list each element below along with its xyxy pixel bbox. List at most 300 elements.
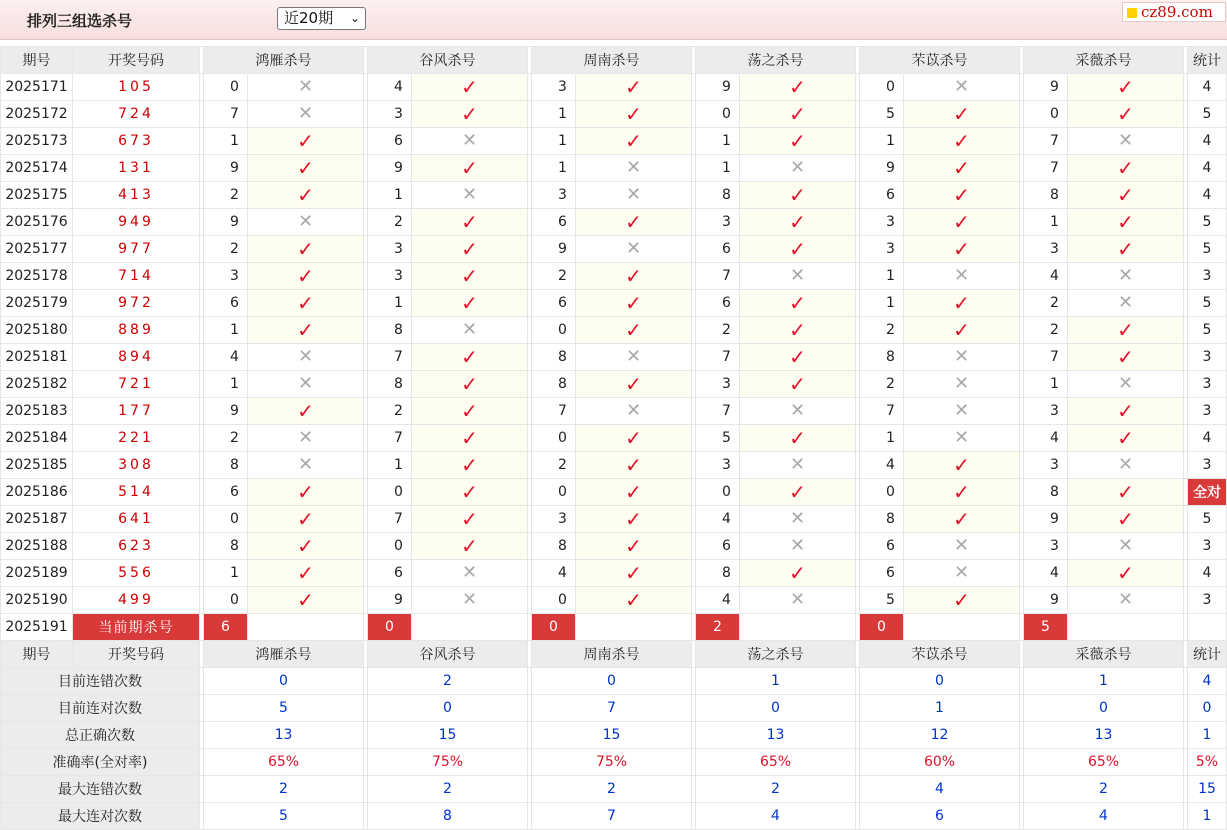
result-cell: [576, 587, 692, 614]
result-cell: [740, 533, 856, 560]
table-row: [1, 533, 1227, 560]
result-cell: [576, 425, 692, 452]
kill-number-cell: 9: [860, 155, 904, 182]
table-row: [1, 344, 1227, 371]
result-cell: [1068, 452, 1184, 479]
result-cell: [576, 398, 692, 425]
summary-value: 0: [1024, 695, 1184, 722]
brand-logo[interactable]: [1122, 2, 1226, 22]
empty-cell: [740, 614, 856, 641]
kill-number-cell: 9: [1024, 506, 1068, 533]
check-icon: ✓: [789, 128, 806, 153]
open-number-cell: 131: [73, 155, 200, 182]
kill-number-cell: 1: [860, 263, 904, 290]
summary-value: 15: [368, 722, 528, 749]
cross-icon: ✕: [789, 265, 806, 286]
kill-number-cell: 8: [368, 371, 412, 398]
kill-number-cell: 7: [368, 425, 412, 452]
table-row: [1, 209, 1227, 236]
table-row: [1, 560, 1227, 587]
check-icon: ✓: [789, 182, 806, 207]
summary-value: 4: [1024, 803, 1184, 830]
open-number-cell: 894: [73, 344, 200, 371]
kill-number-cell: 3: [532, 182, 576, 209]
table-row: [1, 452, 1227, 479]
check-icon: ✓: [1117, 317, 1134, 342]
summary-label: 最大连对次数: [1, 803, 200, 830]
check-icon: ✓: [1117, 506, 1134, 531]
check-icon: ✓: [1117, 101, 1134, 126]
result-cell: [412, 74, 528, 101]
kill-number-cell: 3: [696, 371, 740, 398]
cross-icon: ✕: [1117, 589, 1134, 610]
kill-number-cell: 0: [696, 101, 740, 128]
result-cell: [740, 263, 856, 290]
kill-number-cell: 1: [860, 290, 904, 317]
check-icon: ✓: [625, 506, 642, 531]
table-row: [1, 236, 1227, 263]
result-cell: [1068, 128, 1184, 155]
result-cell: [904, 236, 1020, 263]
kill-number-cell: 2: [1024, 290, 1068, 317]
current-issue-cell: 2025191: [1, 614, 73, 641]
kill-number-cell: 2: [368, 209, 412, 236]
check-icon: ✓: [297, 290, 314, 315]
summary-value: 2: [204, 776, 364, 803]
stat-cell: 3: [1188, 587, 1227, 614]
result-cell: [576, 560, 692, 587]
current-kill-number: 2: [696, 614, 740, 641]
cross-icon: ✕: [1117, 454, 1134, 475]
kill-number-cell: 0: [532, 317, 576, 344]
check-icon: ✓: [1117, 344, 1134, 369]
stat-cell: 5: [1188, 317, 1227, 344]
kill-number-cell: 2: [1024, 317, 1068, 344]
result-cell: [1068, 74, 1184, 101]
kill-number-cell: 9: [1024, 587, 1068, 614]
kill-number-cell: 1: [860, 128, 904, 155]
result-cell: [576, 182, 692, 209]
cross-icon: ✕: [789, 589, 806, 610]
brand-square-icon: [1127, 8, 1137, 18]
kill-number-cell: 9: [204, 398, 248, 425]
stat-cell: 5: [1188, 209, 1227, 236]
kill-number-cell: 4: [696, 587, 740, 614]
summary-value: 13: [204, 722, 364, 749]
cross-icon: ✕: [789, 454, 806, 475]
check-icon: ✓: [625, 128, 642, 153]
result-cell: [740, 209, 856, 236]
stat-cell: 4: [1188, 74, 1227, 101]
summary-value: 0: [696, 695, 856, 722]
check-icon: ✓: [789, 425, 806, 450]
cross-icon: ✕: [625, 400, 642, 421]
check-icon: ✓: [1117, 74, 1134, 99]
open-number-cell: 413: [73, 182, 200, 209]
summary-value: 5: [204, 803, 364, 830]
open-number-cell: 724: [73, 101, 200, 128]
result-cell: [248, 506, 364, 533]
header-expert: 谷风杀号: [368, 47, 528, 74]
issue-cell: 2025180: [1, 317, 73, 344]
cross-icon: ✕: [1117, 535, 1134, 556]
table-row: [1, 479, 1227, 506]
summary-stat: 1: [1188, 722, 1227, 749]
check-icon: ✓: [461, 479, 478, 504]
header-expert: 周南杀号: [532, 641, 692, 668]
header-open: 开奖号码: [73, 47, 200, 74]
kill-number-cell: 9: [368, 155, 412, 182]
result-cell: [1068, 209, 1184, 236]
top-bar: [0, 0, 1227, 40]
kill-number-cell: 1: [204, 128, 248, 155]
summary-value: 6: [860, 803, 1020, 830]
open-number-cell: 721: [73, 371, 200, 398]
check-icon: ✓: [1117, 425, 1134, 450]
kill-number-cell: 3: [1024, 452, 1068, 479]
stat-cell: 5: [1188, 101, 1227, 128]
kill-number-cell: 2: [696, 317, 740, 344]
summary-value: 2: [368, 668, 528, 695]
check-icon: ✓: [625, 479, 642, 504]
check-icon: ✓: [953, 209, 970, 234]
result-cell: [412, 452, 528, 479]
open-number-cell: 499: [73, 587, 200, 614]
page-title: 排列三组选杀号: [27, 12, 133, 30]
check-icon: ✓: [625, 560, 642, 585]
kill-number-cell: 8: [532, 344, 576, 371]
kill-number-cell: 0: [532, 587, 576, 614]
check-icon: ✓: [953, 587, 970, 612]
kill-number-cell: 4: [1024, 560, 1068, 587]
issue-cell: 2025189: [1, 560, 73, 587]
kill-number-cell: 8: [860, 344, 904, 371]
cross-icon: ✕: [461, 184, 478, 205]
current-kill-number: 0: [368, 614, 412, 641]
result-cell: [576, 506, 692, 533]
summary-value: 1: [696, 668, 856, 695]
check-icon: ✓: [789, 290, 806, 315]
result-cell: [904, 425, 1020, 452]
check-icon: ✓: [461, 263, 478, 288]
summary-stat: 5%: [1188, 749, 1227, 776]
header-open: 开奖号码: [73, 641, 200, 668]
result-cell: [576, 74, 692, 101]
result-cell: [904, 452, 1020, 479]
kill-number-cell: 8: [860, 506, 904, 533]
open-number-cell: 714: [73, 263, 200, 290]
result-cell: [740, 425, 856, 452]
kill-number-cell: 8: [204, 452, 248, 479]
cross-icon: ✕: [1117, 265, 1134, 286]
table-row: [1, 587, 1227, 614]
check-icon: ✓: [297, 128, 314, 153]
table-row: [1, 263, 1227, 290]
check-icon: ✓: [1117, 479, 1134, 504]
open-number-cell: 977: [73, 236, 200, 263]
result-cell: [248, 371, 364, 398]
open-number-cell: 308: [73, 452, 200, 479]
result-cell: [1068, 533, 1184, 560]
check-icon: ✓: [461, 101, 478, 126]
result-cell: [248, 560, 364, 587]
stat-cell: 4: [1188, 560, 1227, 587]
result-cell: [576, 290, 692, 317]
open-number-cell: 889: [73, 317, 200, 344]
header-expert: 荡之杀号: [696, 47, 856, 74]
check-icon: ✓: [461, 74, 478, 99]
kill-number-cell: 3: [1024, 533, 1068, 560]
check-icon: ✓: [461, 425, 478, 450]
result-cell: [576, 479, 692, 506]
kill-number-cell: 0: [368, 533, 412, 560]
result-cell: [576, 371, 692, 398]
cross-icon: ✕: [297, 346, 314, 367]
result-cell: [1068, 425, 1184, 452]
stat-cell: 4: [1188, 155, 1227, 182]
check-icon: ✓: [297, 398, 314, 423]
kill-number-cell: 2: [204, 425, 248, 452]
result-cell: [740, 344, 856, 371]
kill-number-cell: 1: [532, 101, 576, 128]
check-icon: ✓: [297, 560, 314, 585]
kill-number-cell: 0: [532, 479, 576, 506]
cross-icon: ✕: [953, 562, 970, 583]
open-number-cell: 673: [73, 128, 200, 155]
cross-icon: ✕: [953, 265, 970, 286]
result-cell: [1068, 182, 1184, 209]
summary-value: 75%: [368, 749, 528, 776]
stat-cell: 全对: [1188, 479, 1227, 506]
period-select[interactable]: [277, 7, 366, 30]
issue-cell: 2025190: [1, 587, 73, 614]
result-cell: [412, 560, 528, 587]
result-cell: [412, 263, 528, 290]
summary-value: 7: [532, 803, 692, 830]
check-icon: ✓: [789, 344, 806, 369]
result-cell: [740, 128, 856, 155]
summary-row: [1, 668, 1227, 695]
issue-cell: 2025185: [1, 452, 73, 479]
cross-icon: ✕: [789, 157, 806, 178]
cross-icon: ✕: [789, 400, 806, 421]
result-cell: [576, 452, 692, 479]
kill-number-cell: 6: [860, 182, 904, 209]
summary-label: 目前连对次数: [1, 695, 200, 722]
check-icon: ✓: [297, 182, 314, 207]
open-number-cell: 972: [73, 290, 200, 317]
kill-number-cell: 0: [1024, 101, 1068, 128]
check-icon: ✓: [461, 236, 478, 261]
kill-number-cell: 7: [860, 398, 904, 425]
kill-number-cell: 6: [368, 560, 412, 587]
result-cell: [412, 533, 528, 560]
result-cell: [1068, 263, 1184, 290]
result-cell: [1068, 290, 1184, 317]
cross-icon: ✕: [625, 184, 642, 205]
check-icon: ✓: [1117, 182, 1134, 207]
kill-number-cell: 3: [860, 236, 904, 263]
table-row: [1, 398, 1227, 425]
check-icon: ✓: [297, 587, 314, 612]
issue-cell: 2025174: [1, 155, 73, 182]
kill-number-cell: 6: [204, 479, 248, 506]
kill-number-cell: 2: [368, 398, 412, 425]
result-cell: [412, 317, 528, 344]
kill-number-cell: 6: [532, 290, 576, 317]
kill-number-cell: 0: [860, 74, 904, 101]
kill-number-cell: 6: [860, 533, 904, 560]
summary-row: [1, 722, 1227, 749]
result-cell: [412, 236, 528, 263]
cross-icon: ✕: [625, 238, 642, 259]
kill-number-cell: 1: [696, 128, 740, 155]
current-kill-number: 5: [1024, 614, 1068, 641]
cross-icon: ✕: [789, 508, 806, 529]
summary-value: 5: [204, 695, 364, 722]
check-icon: ✓: [953, 236, 970, 261]
check-icon: ✓: [461, 398, 478, 423]
summary-value: 4: [696, 803, 856, 830]
summary-row: [1, 695, 1227, 722]
kill-number-cell: 6: [696, 236, 740, 263]
issue-cell: 2025171: [1, 74, 73, 101]
summary-header-row: [1, 641, 1227, 668]
result-cell: [1068, 587, 1184, 614]
stat-cell: 3: [1188, 371, 1227, 398]
brand-text: cz89.com: [1141, 3, 1213, 21]
result-cell: [576, 236, 692, 263]
check-icon: ✓: [297, 506, 314, 531]
kill-number-cell: 9: [1024, 74, 1068, 101]
result-cell: [412, 182, 528, 209]
issue-cell: 2025184: [1, 425, 73, 452]
cross-icon: ✕: [297, 103, 314, 124]
result-cell: [904, 344, 1020, 371]
kill-number-cell: 8: [696, 560, 740, 587]
cross-icon: ✕: [1117, 130, 1134, 151]
result-cell: [412, 209, 528, 236]
check-icon: ✓: [461, 209, 478, 234]
result-cell: [904, 479, 1020, 506]
summary-value: 13: [696, 722, 856, 749]
result-cell: [248, 263, 364, 290]
kill-number-cell: 3: [368, 263, 412, 290]
check-icon: ✓: [1117, 560, 1134, 585]
summary-value: 60%: [860, 749, 1020, 776]
result-cell: [1068, 371, 1184, 398]
result-cell: [412, 398, 528, 425]
cross-icon: ✕: [297, 454, 314, 475]
kill-number-cell: 7: [696, 344, 740, 371]
kill-number-cell: 3: [1024, 236, 1068, 263]
result-cell: [248, 317, 364, 344]
header-stat: 统计: [1188, 47, 1227, 74]
open-number-cell: 556: [73, 560, 200, 587]
kill-number-cell: 3: [532, 506, 576, 533]
cross-icon: ✕: [625, 157, 642, 178]
summary-label: 总正确次数: [1, 722, 200, 749]
issue-cell: 2025179: [1, 290, 73, 317]
table-row: [1, 182, 1227, 209]
table-row: [1, 506, 1227, 533]
kill-number-cell: 4: [696, 506, 740, 533]
result-cell: [248, 290, 364, 317]
result-cell: [904, 506, 1020, 533]
kill-number-cell: 1: [1024, 371, 1068, 398]
table-row: [1, 155, 1227, 182]
empty-cell: [1068, 614, 1184, 641]
check-icon: ✓: [625, 74, 642, 99]
kill-number-cell: 3: [368, 101, 412, 128]
summary-value: 2: [532, 776, 692, 803]
kill-number-cell: 2: [532, 263, 576, 290]
check-icon: ✓: [789, 371, 806, 396]
kill-number-cell: 2: [204, 236, 248, 263]
current-label: 当前期杀号: [73, 614, 200, 641]
cross-icon: ✕: [953, 373, 970, 394]
check-icon: ✓: [625, 209, 642, 234]
kill-number-cell: 4: [1024, 263, 1068, 290]
result-cell: [412, 371, 528, 398]
result-cell: [412, 479, 528, 506]
result-cell: [740, 155, 856, 182]
result-cell: [248, 128, 364, 155]
kill-number-cell: 6: [532, 209, 576, 236]
summary-value: 12: [860, 722, 1020, 749]
kill-number-cell: 7: [368, 506, 412, 533]
kill-number-cell: 0: [204, 74, 248, 101]
summary-value: 2: [696, 776, 856, 803]
check-icon: ✓: [1117, 398, 1134, 423]
check-icon: ✓: [789, 479, 806, 504]
kill-number-cell: 0: [204, 506, 248, 533]
kill-number-cell: 7: [204, 101, 248, 128]
result-cell: [904, 587, 1020, 614]
kill-number-cell: 0: [204, 587, 248, 614]
result-cell: [248, 236, 364, 263]
kill-number-cell: 8: [1024, 182, 1068, 209]
kill-number-cell: 3: [860, 209, 904, 236]
summary-stat: 1: [1188, 803, 1227, 830]
issue-cell: 2025181: [1, 344, 73, 371]
result-cell: [576, 344, 692, 371]
check-icon: ✓: [789, 74, 806, 99]
check-icon: ✓: [461, 371, 478, 396]
summary-value: 7: [532, 695, 692, 722]
result-cell: [904, 74, 1020, 101]
check-icon: ✓: [953, 128, 970, 153]
stat-cell: 5: [1188, 290, 1227, 317]
kill-number-cell: 9: [204, 155, 248, 182]
kill-number-cell: 5: [860, 587, 904, 614]
current-kill-number: 0: [532, 614, 576, 641]
result-cell: [740, 317, 856, 344]
kill-number-cell: 9: [368, 587, 412, 614]
kill-number-cell: 1: [204, 560, 248, 587]
cross-icon: ✕: [953, 427, 970, 448]
check-icon: ✓: [1117, 209, 1134, 234]
result-cell: [412, 506, 528, 533]
empty-stat-cell: [1188, 614, 1227, 641]
stat-cell: 3: [1188, 344, 1227, 371]
check-icon: ✓: [297, 263, 314, 288]
kill-number-cell: 0: [696, 479, 740, 506]
summary-value: 8: [368, 803, 528, 830]
summary-value: 65%: [204, 749, 364, 776]
kill-number-cell: 6: [696, 290, 740, 317]
header-expert: 鸿雁杀号: [204, 641, 364, 668]
